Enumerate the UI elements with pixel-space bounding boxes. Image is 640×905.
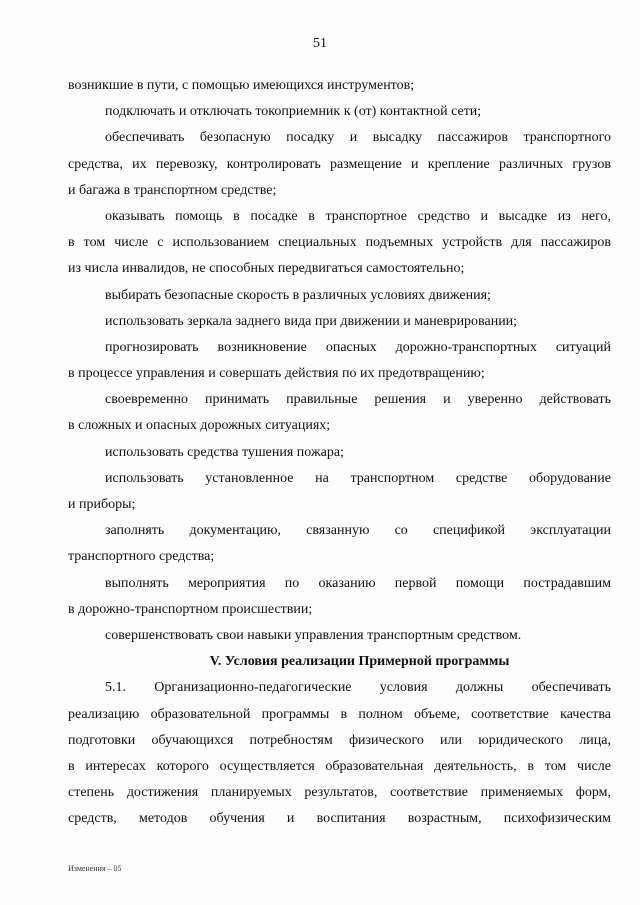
text-line: использовать средства тушения пожара; [105, 444, 344, 460]
section-text-line: в интересах которого осуществляется образовательная деятельность, в том числе [68, 758, 611, 774]
text-line: в том числе с использованием специальных подъемных устройств для пассажиров [68, 235, 611, 251]
page-number: 51 [313, 36, 327, 51]
section-heading: V. Условия реализации Примерной программы [209, 654, 510, 670]
text-line: использовать зеркала заднего вида при движении и маневрировании; [105, 313, 518, 329]
text-line: использовать установленное на транспортном средстве оборудование [105, 470, 611, 486]
text-line: подключать и отключать токоприемник к (от) контактной сети; [105, 104, 482, 120]
text-line: транспортного средства; [68, 549, 215, 565]
section-text-line: средств, методов обучения и воспитания возрастным, психофизическим [68, 811, 611, 827]
text-line: оказывать помощь в посадке в транспортное средство и высадке из него, [105, 208, 611, 224]
text-line: обеспечивать безопасную посадку и высадку пассажиров транспортного [105, 130, 611, 146]
text-line: своевременно принимать правильные решения и уверенно действовать [105, 392, 611, 408]
competency-list [68, 73, 611, 649]
section-text-line: реализацию образовательной программы в полном объеме, соответствие качества [68, 706, 611, 722]
text-line: из числа инвалидов, не способных передвигаться самостоятельно; [68, 261, 465, 277]
text-line: и багажа в транспортном средстве; [68, 182, 277, 198]
text-line: выполнять мероприятия по оказанию первой помощи пострадавшим [105, 575, 611, 591]
text-line: возникшие в пути, с помощью имеющихся инструментов; [68, 78, 415, 93]
text-line: выбирать безопасные скорость в различных условиях движения; [105, 287, 491, 303]
section-paragraph [68, 675, 611, 832]
text-line: в сложных и опасных дорожных ситуациях; [68, 418, 331, 434]
text-line: совершенствовать свои навыки управления транспортным средством. [105, 627, 522, 643]
text-line: прогнозировать возникновение опасных дорожно-транспортных ситуаций [105, 339, 611, 355]
section-text-line: степень достижения планируемых результатов, соответствие применяемых форм, [68, 785, 611, 801]
revision-footer: Изменения – 05 [68, 864, 122, 873]
section-text-line: подготовки обучающихся потребностям физического или юридического лица, [68, 732, 611, 748]
section-text-line: 5.1. Организационно-педагогические условия должны обеспечивать [105, 680, 611, 696]
text-line: заполнять документацию, связанную со спецификой эксплуатации [105, 523, 611, 539]
text-line: и приборы; [68, 497, 136, 512]
document-body [68, 73, 611, 832]
text-line: средства, их перевозку, контролировать размещение и крепление различных грузов [68, 156, 611, 172]
text-line: в процессе управления и совершать действия по их предотвращению; [68, 366, 485, 382]
text-line: в дорожно-транспортном происшествии; [68, 601, 313, 617]
